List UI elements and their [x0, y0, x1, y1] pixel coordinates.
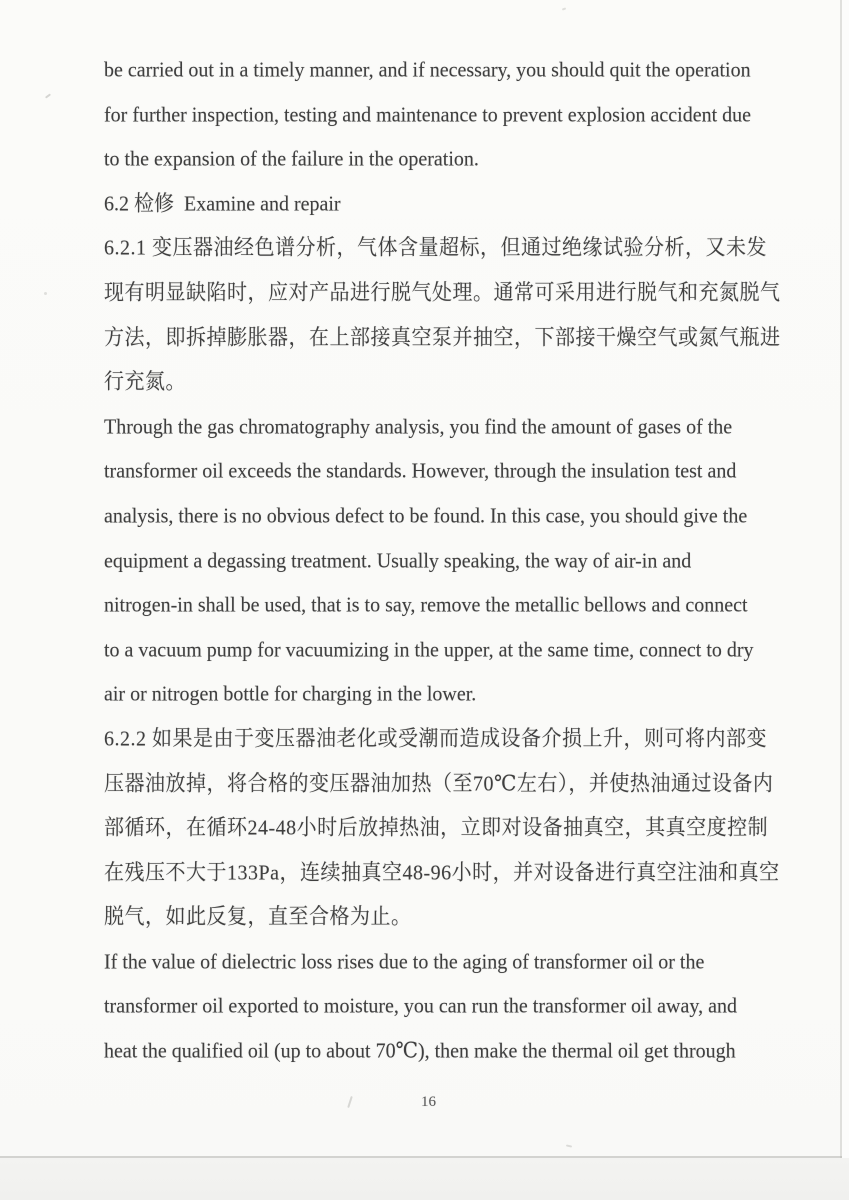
- text-line: be carried out in a timely manner, and if necessary, you should quit the operation: [104, 58, 751, 82]
- text-line: 压器油放掉，将合格的变压器油加热（至70℃左右），并使热油通过设备内: [104, 771, 774, 796]
- text-line: heat the qualified oil (up to about 70℃), then make the thermal oil get through: [104, 1039, 736, 1063]
- text-line: 方法，即拆掉膨胀器，在上部接真空泵并抽空，下部接干燥空气或氮气瓶进: [104, 325, 781, 350]
- text-line: air or nitrogen bottle for charging in the lower.: [104, 682, 477, 707]
- text-line: 部循环，在循环24-48小时后放掉热油，立即对设备抽真空，其真空度控制: [104, 816, 769, 840]
- text-line: transformer oil exceeds the standards. However, through the insulation test and: [104, 459, 737, 484]
- scanner-right-margin: [842, 0, 849, 1158]
- text-line: 脱气，如此反复，直至合格为止。: [104, 905, 412, 930]
- page-right-edge: [840, 0, 842, 1158]
- text-line: transformer oil exported to moisture, you can run the transformer oil away, and: [104, 994, 737, 1019]
- text-line: If the value of dielectric loss rises due to the aging of transformer oil or the: [104, 949, 705, 974]
- document-text: [104, 48, 784, 1074]
- text-line: for further inspection, testing and maintenance to prevent explosion accident due: [104, 102, 752, 127]
- text-line: analysis, there is no obvious defect to be found. In this case, you should give the: [104, 504, 748, 528]
- page-number: 16: [421, 1094, 436, 1110]
- scan-speck: [45, 93, 51, 98]
- section-6-2-1-line: 6.2.1 变压器油经色谱分析，气体含量超标，但通过绝缘试验分析，又未发: [104, 236, 767, 261]
- text-line: to the expansion of the failure in the operation.: [104, 147, 479, 172]
- text-line: Through the gas chromatography analysis, you find the amount of gases of the: [104, 414, 733, 439]
- text-line: 行充氮。: [104, 370, 186, 395]
- text-line: 在残压不大于133Pa，连续抽真空48-96小时，并对设备进行真空注油和真空: [104, 860, 780, 885]
- text-line: to a vacuum pump for vacuumizing in the upper, at the same time, connect to dry: [104, 637, 754, 662]
- text-line: 现有明显缺陷时，应对产品进行脱气处理。通常可采用进行脱气和充氮脱气: [104, 281, 781, 305]
- scanner-bottom-margin: [0, 1158, 849, 1200]
- scan-speck: [566, 1144, 572, 1147]
- section-6-2-2-line: 6.2.2 如果是由于变压器油老化或受潮而造成设备介损上升，则可将内部变: [104, 727, 767, 751]
- section-heading-6-2: 6.2 检修 Examine and repair: [104, 191, 341, 216]
- text-line: nitrogen-in shall be used, that is to say, remove the metallic bellows and connect: [104, 593, 748, 617]
- text-line: equipment a degassing treatment. Usually speaking, the way of air-in and: [104, 548, 692, 573]
- scan-speck: [562, 7, 566, 10]
- page-bottom-edge: [0, 1156, 842, 1158]
- scan-speck: [44, 292, 47, 295]
